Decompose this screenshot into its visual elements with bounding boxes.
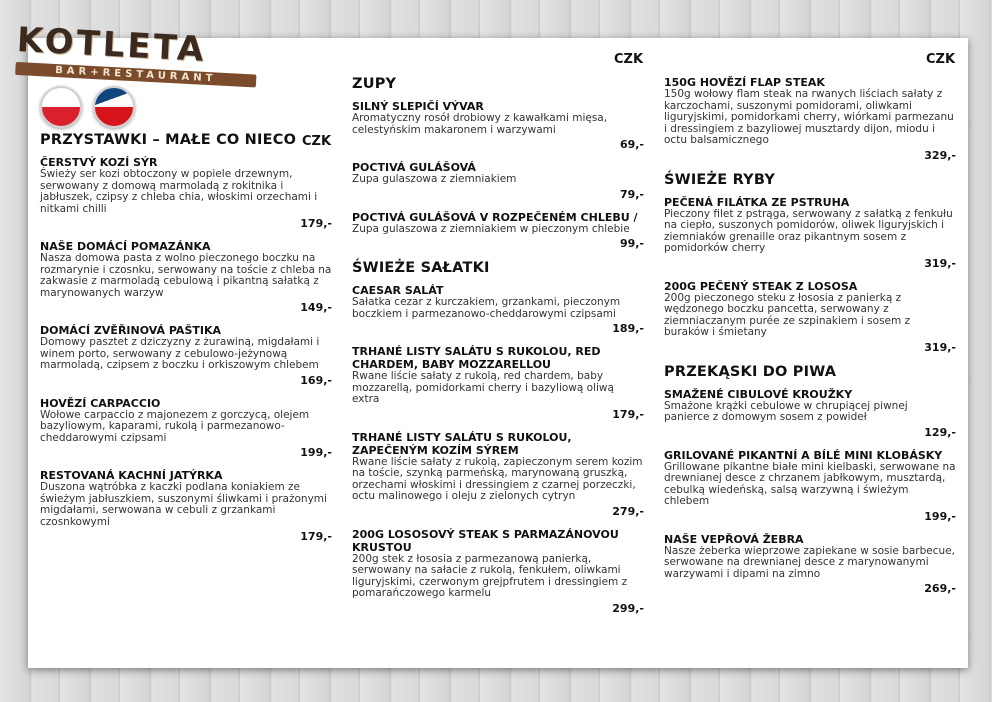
- section-title: PRZEKĄSKI DO PIWA: [664, 363, 837, 380]
- menu-item: [664, 388, 956, 439]
- item-price: 179,-: [612, 407, 644, 421]
- currency-label-col3: CZK: [926, 52, 956, 67]
- item-desc: Rwane liście sałaty z rukolą, red chardem, baby mozzarellą, pomidorkami cherry i bazyliową oliwą extra: [352, 370, 614, 405]
- item-name: GRILOVANÉ PIKANTNÍ A BÍLÉ MINI KLOBÁSKY: [664, 448, 943, 462]
- menu-item: [352, 431, 644, 518]
- menu-item: [40, 240, 332, 314]
- section-title: ŚWIEŻE SAŁATKI: [352, 260, 490, 276]
- item-name: RESTOVANÁ KACHNÍ JATÝRKA: [40, 469, 223, 482]
- flag-czech-icon[interactable]: [93, 86, 135, 128]
- menu-item: [664, 449, 956, 523]
- item-price: 199,-: [300, 446, 332, 459]
- item-name: CAESAR SALÁT: [352, 284, 444, 297]
- currency-label-col1: CZK: [302, 134, 332, 149]
- item-price: 269,-: [924, 582, 956, 595]
- item-desc: Zupa gulaszowa z ziemniakiem: [352, 173, 517, 185]
- item-desc: Domowy pasztet z dziczyzny z żurawiną, migdałami i winem porto, serwowany z cebulowo-jeżynową marmoladą, czipsem z boczku i orkiszowym chlebem: [40, 336, 320, 371]
- language-switcher: [40, 86, 141, 132]
- menu-item: [40, 156, 332, 230]
- item-price: 79,-: [619, 187, 644, 201]
- item-desc: Smażone krążki cebulowe w chrupiącej piwnej panierce z domowym sosem z powideł: [664, 399, 908, 423]
- item-name: SMAŽENÉ CIBULOVÉ KROUŽKY: [664, 387, 853, 401]
- menu-item: [352, 161, 644, 201]
- item-desc: 150g wołowy flam steak na rwanych liściach sałaty z karczochami, suszonymi pomidorami, oliwkami liguryjskimi, pomidorkami cherry, wiórkami parmezanu i dressingiem z bazyliowej musztardy dijon, miodu i octu balsamicznego: [664, 88, 954, 146]
- item-desc: 200g stek z łososia z parmezanową panierką, serwowany na sałacie z rukolą, fenkułem, oliwkami liguryjskimi, czerwonym grejpfrutem i dressingiem z pomarańczowego karmelu: [352, 552, 628, 599]
- item-price: 179,-: [300, 217, 332, 230]
- menu-item: [40, 324, 332, 387]
- menu-item: [352, 100, 644, 151]
- item-name: HOVĚZÍ CARPACCIO: [40, 396, 161, 410]
- item-desc: Nasze żeberka wieprzowe zapiekane w sosie barbecue, serwowane na drewnianej desce z marynowanymi warzywami i dipami na zimno: [664, 544, 955, 580]
- item-price: 279,-: [612, 504, 644, 518]
- menu-item: [40, 469, 332, 543]
- menu-item: [352, 284, 644, 335]
- menu-item: [352, 345, 644, 421]
- item-price: 319,-: [924, 340, 956, 354]
- item-name: DOMÁCÍ ZVĚŘINOVÁ PAŠTIKA: [40, 324, 221, 337]
- menu-item: [40, 397, 332, 460]
- item-price: 299,-: [612, 601, 644, 615]
- menu-item: [352, 528, 644, 615]
- item-name: TRHANÉ LISTY SALÁTU S RUKOLOU, ZAPEČENÝM KOZÍM SÝREM: [352, 430, 572, 457]
- menu-item: [352, 211, 644, 251]
- item-desc: Wołowe carpaccio z majonezem z gorczycą, olejem bazyliowym, kaparami, rukolą i parmezanowo-cheddarowymi czipsami: [40, 408, 310, 444]
- section-title: ŚWIEŻE RYBY: [664, 171, 776, 188]
- menu-item: [664, 76, 956, 162]
- item-name: POCTIVÁ GULÁŠOVÁ: [352, 161, 476, 174]
- item-price: 199,-: [924, 509, 956, 523]
- item-price: 149,-: [300, 301, 332, 314]
- item-desc: Aromatyczny rosół drobiowy z kawałkami mięsa, celestyńskim makaronem i warzywami: [352, 112, 608, 136]
- item-name: ČERSTVÝ KOZÍ SÝR: [40, 156, 158, 169]
- item-desc: Sałatka cezar z kurczakiem, grzankami, pieczonym boczkiem i parmezanowo-cheddarowymi czipsami: [352, 296, 621, 320]
- menu-column-2: [352, 76, 644, 625]
- item-name: NAŠE VEPŘOVÁ ŽEBRA: [664, 532, 804, 546]
- section-title: ZUPY: [352, 76, 397, 92]
- item-price: 179,-: [300, 530, 332, 543]
- item-name: NAŠE DOMÁCÍ POMAZÁNKA: [40, 240, 211, 253]
- item-name: 200G LOSOSOVÝ STEAK S PARMAZÁNOVOU KRUSTOU: [352, 527, 619, 554]
- menu-item: [664, 533, 956, 596]
- item-price: 169,-: [300, 373, 332, 387]
- item-desc: Świeży ser kozi obtoczony w popiele drzewnym, serwowany z domową marmoladą z rokitnika i jabłuszek, czipsy z chleba chia, włoskimi orzechami i nitkami chilli: [40, 168, 318, 215]
- item-name: 150G HOVĚZÍ FLAP STEAK: [664, 76, 825, 89]
- flag-poland-icon[interactable]: [40, 86, 82, 128]
- item-price: 69,-: [619, 138, 644, 151]
- item-name: POCTIVÁ GULÁŠOVÁ V ROZPEČENÉM CHLEBU /: [352, 210, 638, 224]
- item-list: [40, 156, 332, 543]
- item-name: TRHANÉ LISTY SALÁTU S RUKOLOU, RED CHARDEM, BABY MOZZARELLOU: [352, 345, 601, 371]
- item-price: 189,-: [612, 322, 644, 335]
- menu-column-1: [40, 132, 332, 553]
- logo-name: KOTLETA: [15, 20, 208, 70]
- menu-item: [664, 280, 956, 354]
- item-price: 319,-: [924, 256, 956, 270]
- item-desc: Nasza domowa pasta z wolno pieczonego boczku na rozmarynie i czosnku, serwowany na toście z chleba na zakwasie z marmoladą cebulową i pikantną sałatką z marynowanych warzyw: [40, 252, 332, 299]
- item-price: 129,-: [924, 425, 956, 439]
- item-name: PEČENÁ FILÁTKA ZE PSTRUHA: [664, 195, 850, 209]
- item-desc: Duszona wątróbka z kaczki podlana koniakiem ze świeżym jabłuszkiem, suszonymi śliwkami i prażonymi migdałami, serwowana w cebuli z grzankami czosnkowymi: [40, 481, 327, 528]
- item-desc: Pieczony filet z pstrąga, serwowany z sałatką z fenkułu na ciepło, suszonych pomidorów, oliwek liguryjskich i ziemniaków grenaille oraz pikantnym sosem z pomidorków cherry: [664, 207, 953, 254]
- currency-label-col2: CZK: [614, 52, 644, 67]
- item-desc: Rwane liście sałaty z rukolą, zapieczonym serem kozim na toście, szynką parmeńską, marynowaną gruszką, orzechami włoskimi i dressingiem z czarnej porzeczki, octu malinowego i oleju z zielonych cytryn: [352, 455, 643, 502]
- logo-subtitle: BAR+RESTAURANT: [15, 62, 256, 88]
- item-name: 200G PEČENÝ STEAK Z LOSOSA: [664, 279, 858, 293]
- item-desc: Grillowane pikantne białe mini kielbaski, serwowane na drewnianej desce z chrzanem jabłkowym, musztardą, cebulką wiedeńską, salsą warzywną i świeżym chlebem: [664, 460, 956, 507]
- item-desc: 200g pieczonego steku z łososia z panierką z wędzonego boczku pancetta, serwowany z ziemniaczanym purée ze szpinakiem i sosem z buraków i śmietany: [664, 291, 911, 338]
- menu-column-3: [664, 76, 956, 605]
- item-price: 329,-: [924, 148, 956, 162]
- section-title: PRZYSTAWKI – MAŁE CO NIECO: [40, 132, 297, 148]
- item-price: 99,-: [619, 237, 644, 250]
- item-name: SILNÝ SLEPIČÍ VÝVAR: [352, 100, 484, 113]
- item-desc: Zupa gulaszowa z ziemniakiem w pieczonym chlebie: [352, 222, 630, 235]
- menu-item: [664, 196, 956, 270]
